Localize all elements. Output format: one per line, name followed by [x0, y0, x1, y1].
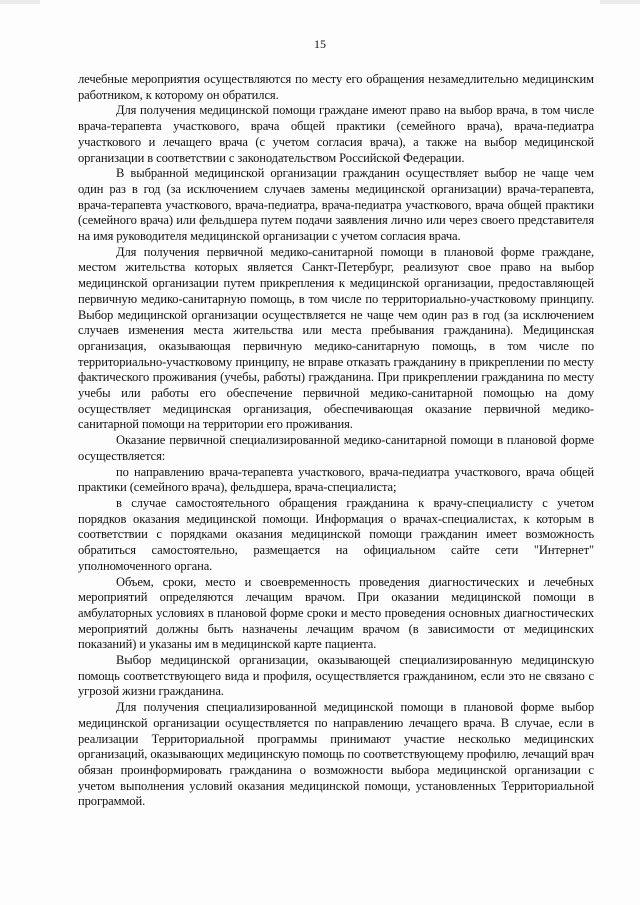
paragraph-referral: по направлению врача-терапевта участкового, врача-педиатра участкового, врача общей практики (семейного врача), фельдшера, врача-специалиста; [78, 464, 594, 495]
paragraph-self-referral: в случае самостоятельного обращения гражданина к врачу-специалисту с учетом порядков оказания медицинской помощи. Информация о врачах-специалистах, к которым в соответствии с порядками оказания медицинской помощи гражданин имеет возможность обратиться самостоятельно, размещается на официальном сайте сети "Интернет" уполномоченного органа. [78, 495, 594, 573]
paragraph-specialized-planned: Для получения специализированной медицинской помощи в плановой форме выбор медицинской организации осуществляется по направлению лечащего врача. В случае, если в реализации Территориальной программы принимают участие несколько медицинских организаций, оказывающих медицинскую помощь по соответствующему профилю, лечащий врач обязан проинформировать гражданина о возможности выбора медицинской организации с учетом выполнения условий оказания медицинской помощи, установленных Территориальной программой. [78, 700, 594, 809]
scan-edge-artifact [0, 0, 640, 4]
paragraph-scope-and-timing: Объем, сроки, место и своевременность проведения диагностических и лечебных мероприятий определяются лечащим врачом. При оказании медицинской помощи в амбулаторных условиях в плановой форме сроки и место проведения основных диагностических мероприятий должны быть назначены лечащим врачом (в зависимости от медицинских показаний) и указаны им в медицинской карте пациента. [78, 574, 594, 652]
paragraph-selection-frequency: В выбранной медицинской организации гражданин осуществляет выбор не чаще чем один раз в год (за исключением случаев замены медицинской организации) врача-терапевта, врача-терапевта участкового, врача-педиатра, врача-педиатра участкового, врача общей практики (семейного врача) или фельдшера путем подачи заявления лично или через своего представителя на имя руководителя медицинской организации с учетом согласия врача. [78, 166, 594, 244]
paragraph-specialized-choice: Выбор медицинской организации, оказывающей специализированную медицинскую помощь соответствующего вида и профиля, осуществляется гражданином, если это не связано с угрозой жизни гражданина. [78, 653, 594, 699]
paragraph-specialized-primary-care: Оказание первичной специализированной медико-санитарной помощи в плановой форме осуществляется: [78, 433, 594, 463]
paragraph-continuation: лечебные мероприятия осуществляются по месту его обращения незамедлительно медицинским работником, к которому он обратился. [78, 72, 594, 102]
page-number: 15 [314, 37, 326, 51]
paragraph-primary-care-attachment: Для получения первичной медико-санитарной помощи в плановой форме граждане, местом жительства которых является Санкт-Петербург, реализуют свое право на выбор медицинской организации путем прикрепления к медицинской организации, предоставляющей первичную медико-санитарную помощь, в том числе по территориально-участковому принципу. Выбор медицинской организации осуществляется не чаще чем один раз в год (за исключением случаев изменения места жительства или места пребывания гражданина). Медицинская организация, оказывающая первичную медико-санитарную помощь, в том числе по территориально-участковому принципу, не вправе отказать гражданину в прикреплении по месту фактического проживания (учебы, работы) гражданина. При прикреплении гражданина по месту учебы или работы его обеспечение первичной медико-санитарной помощью на дому осуществляет медицинская организация, обеспечивающая оказание первичной медико-санитарной помощи на территории его проживания. [78, 244, 594, 432]
document-body [78, 72, 594, 810]
paragraph-choice-of-doctor: Для получения медицинской помощи граждане имеют право на выбор врача, в том числе врача-терапевта участкового, врача общей практики (семейного врача), врача-педиатра участкового и лечащего врача (с учетом согласия врача), а также на выбор медицинской организации в соответствии с законодательством Российской Федерации. [78, 103, 594, 165]
